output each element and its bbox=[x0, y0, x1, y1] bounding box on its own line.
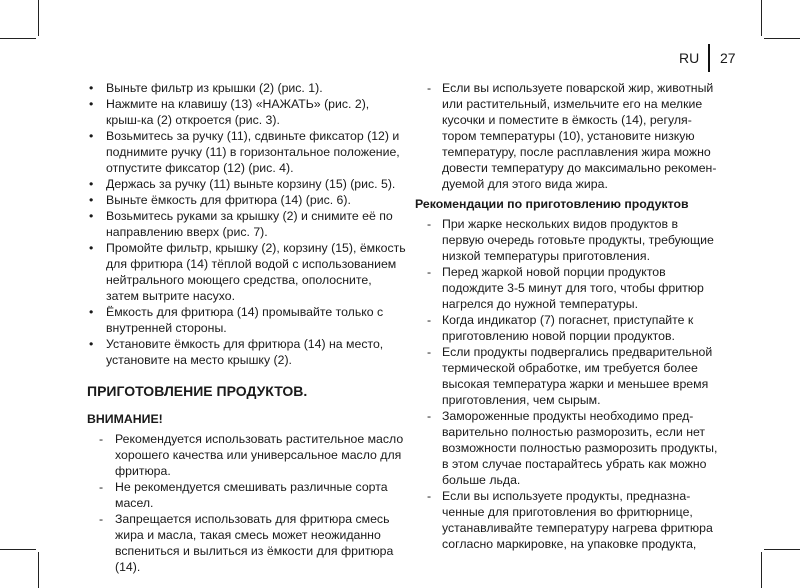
list-item: • Установите ёмкость для фритюра (14) на место, установите на место крышку (2). bbox=[87, 336, 407, 368]
list-item: - Если вы используете продукты, предназна-ченные для приготовления во фритюрнице, устанавливайте температуру нагрева фритюра согласно маркировке, на упаковке продукта, bbox=[415, 488, 720, 552]
crop-mark bbox=[38, 0, 39, 36]
list-item: - Если продукты подвергались предварительной термической обработке, им требуется более высокая температура жарки и меньшее время приготовления, чем сырым. bbox=[415, 344, 720, 408]
warning-title: ВНИМАНИЕ! bbox=[87, 412, 163, 426]
cleaning-steps-list bbox=[87, 80, 407, 368]
warning-list bbox=[87, 431, 407, 575]
recommendations-title: Рекомендации по приготовлению продуктов bbox=[415, 197, 689, 211]
list-item: - Когда индикатор (7) погаснет, приступайте к приготовлению новой порции продуктов. bbox=[415, 312, 720, 344]
recommendations-list bbox=[415, 216, 720, 552]
left-column bbox=[87, 80, 407, 575]
list-item: • Выньте ёмкость для фритюра (14) (рис. 6). bbox=[87, 192, 407, 208]
list-item: - При жарке нескольких видов продуктов в первую очередь готовьте продукты, требующие низкой температуры приготовления. bbox=[415, 216, 720, 264]
list-item: - Замороженные продукты необходимо пред-варительно полностью разморозить, если нет возможности полностью разморозить продукты, в этом случае постарайтесь убрать как можно больше льда. bbox=[415, 408, 720, 488]
crop-mark bbox=[761, 552, 762, 588]
list-item: - Если вы используете поварской жир, животный или растительный, измельчите его на мелкие кусочки и поместите в ёмкость (14), регуля-тором температуры (10), установите низкую температуру, после расплавления жира можно довести температуру до максимально рекомен-дуемой для этого вида жира. bbox=[415, 80, 720, 192]
language-code: RU bbox=[679, 50, 700, 66]
list-item: • Ёмкость для фритюра (14) промывайте только с внутренней стороны. bbox=[87, 304, 407, 336]
list-item: - Не рекомендуется смешивать различные сорта масел. bbox=[87, 479, 407, 511]
list-item: • Держась за ручку (11) выньте корзину (15) (рис. 5). bbox=[87, 176, 407, 192]
right-column bbox=[415, 80, 720, 552]
fat-intro-list bbox=[415, 80, 720, 192]
list-item: • Возьмитесь руками за крышку (2) и снимите её по направлению вверх (рис. 7). bbox=[87, 208, 407, 240]
crop-mark bbox=[38, 552, 39, 588]
crop-mark bbox=[764, 549, 800, 550]
crop-mark bbox=[0, 38, 36, 39]
list-item: - Рекомендуется использовать растительное масло хорошего качества или универсальное масло для фритюра. bbox=[87, 431, 407, 479]
list-item: • Нажмите на клавишу (13) «НАЖАТЬ» (рис. 2), крыш-ка (2) откроется (рис. 3). bbox=[87, 96, 407, 128]
crop-mark bbox=[764, 38, 800, 39]
list-item: • Промойте фильтр, крышку (2), корзину (15), ёмкость для фритюра (14) тёплой водой с использованием нейтрального моющего средства, ополосните, затем вытрите насухо. bbox=[87, 240, 407, 304]
header-divider bbox=[708, 44, 710, 72]
list-item: • Возьмитесь за ручку (11), сдвиньте фиксатор (12) и поднимите ручку (11) в горизонтальное положение, отпустите фиксатор (12) (рис. 4). bbox=[87, 128, 407, 176]
page-number: 27 bbox=[720, 50, 736, 66]
section-title: ПРИГОТОВЛЕНИЕ ПРОДУКТОВ. bbox=[87, 383, 308, 399]
list-item: - Запрещается использовать для фритюра смесь жира и масла, такая смесь может неожиданно вспениться и вылиться из ёмкости для фритюра (14). bbox=[87, 511, 407, 575]
crop-mark bbox=[761, 0, 762, 36]
list-item: • Выньте фильтр из крышки (2) (рис. 1). bbox=[87, 80, 407, 96]
list-item: - Перед жаркой новой порции продуктов подождите 3-5 минут для того, чтобы фритюр нагрелся до нужной температуры. bbox=[415, 264, 720, 312]
crop-mark bbox=[0, 549, 36, 550]
